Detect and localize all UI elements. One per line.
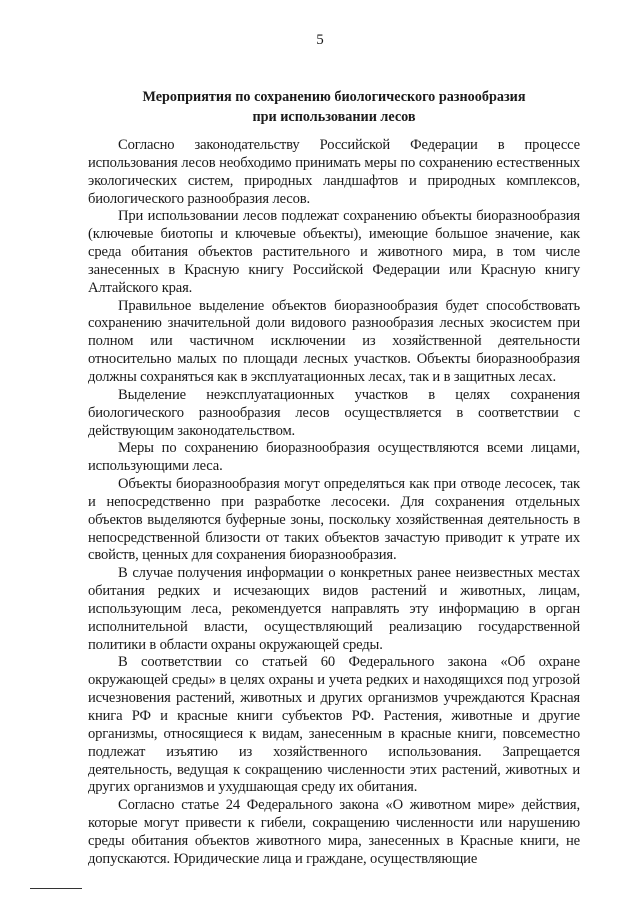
footnote-rule <box>30 888 82 889</box>
paragraph: В соответствии со статьей 60 Федерального закона «Об охране окружающей среды» в целях охраны и учета редких и находящихся под угрозой исчезновения растений, животных и других организмов учреждаются Красная книга РФ и красные книги субъектов РФ. Растения, животные и другие организмы, относящиеся к видам, занесенным в красные книги, повсеместно подлежат изъятию из хозяйственного использования. Запрещается деятельность, ведущая к сокращению численности этих растений, животных и других организмов и ухудшающая среду их обитания. <box>88 654 580 796</box>
paragraph: Согласно законодательству Российской Федерации в процессе использования лесов необходимо принимать меры по сохранению естественных экологических систем, природных ландшафтов и природных комплексов, биологического разнообразия лесов. <box>88 137 580 207</box>
section-title <box>88 87 580 127</box>
paragraph: При использовании лесов подлежат сохранению объекты биоразнообразия (ключевые биотопы и ключевые объекты), имеющие большое значение, как среда обитания объектов растительного и животного мира, в том числе занесенных в Красную книгу Российской Федерации или Красную книгу Алтайского края. <box>88 208 580 296</box>
paragraph: Правильное выделение объектов биоразнообразия будет способствовать сохранению значительной доли видового разнообразия лесных экосистем при полном или частичном исключении из хозяйственной деятельности относительно малых по площади лесных участков. Объекты биоразнообразия должны сохраняться как в эксплуатационных лесах, так и в защитных лесах. <box>88 297 580 385</box>
body-text <box>88 137 580 869</box>
section-title-line-1: Мероприятия по сохранению биологического разнообразия <box>142 89 526 105</box>
paragraph: В случае получения информации о конкретных ранее неизвестных местах обитания редких и исчезающих видов растений и животных, лицам, использующим леса, рекомендуется направлять эту информацию в орган исполнительной власти, осуществляющий реализацию государственной политики в области охраны окружающей среды. <box>88 565 580 653</box>
paragraph: Выделение неэксплуатационных участков в целях сохранения биологического разнообразия лесов осуществляется в соответствии с действующим законодательством. <box>88 386 580 439</box>
paragraph: Меры по сохранению биоразнообразия осуществляются всеми лицами, использующими леса. <box>88 440 580 475</box>
paragraph: Объекты биоразнообразия могут определяться как при отводе лесосек, так и непосредственно при разработке лесосеки. Для сохранения отдельных объектов выделяются буферные зоны, поскольку хозяйственная деятельность в непосредственной близости от таких объектов зачастую приводит к утрате их свойств, ценных для сохранения биоразнообразия. <box>88 476 580 564</box>
section-title-line-2: при использовании лесов <box>252 109 416 125</box>
paragraph: Согласно статье 24 Федерального закона «О животном мире» действия, которые могут привести к гибели, сокращению численности или нарушению среды обитания объектов животного мира, занесенных в Красные книги, не допускаются. Юридические лица и граждане, осуществляющие <box>88 797 580 867</box>
page-number: 5 <box>316 32 324 48</box>
